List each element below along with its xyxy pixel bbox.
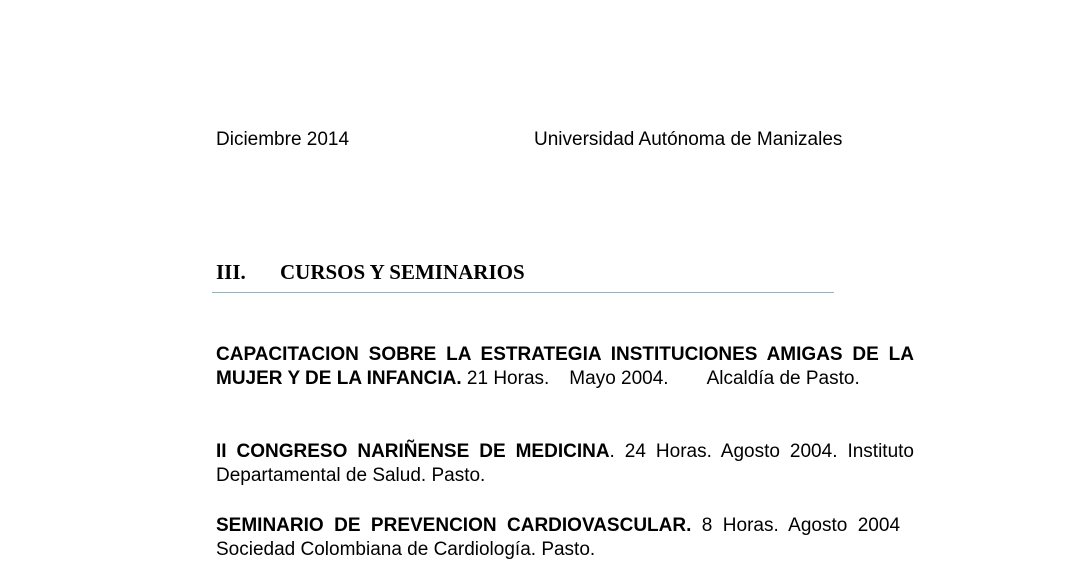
header-date: Diciembre 2014 bbox=[216, 129, 350, 150]
course-title: II CONGRESO NARIÑENSE DE MEDICINA bbox=[216, 441, 610, 462]
section-heading bbox=[216, 259, 525, 285]
section-number: III. bbox=[216, 260, 246, 284]
course-title: CAPACITACION SOBRE LA ESTRATEGIA INSTITUCIONES AMIGAS DE LA MUJER Y DE LA INFANCIA. bbox=[216, 344, 914, 389]
course-place: Alcaldía de Pasto. bbox=[706, 368, 860, 389]
course-entry bbox=[216, 440, 914, 488]
header-institution: Universidad Autónoma de Manizales bbox=[534, 129, 843, 150]
course-date: Mayo 2004. bbox=[569, 368, 669, 389]
course-place: Sociedad Colombiana de Cardiología. Pasto. bbox=[216, 539, 596, 560]
section-title: CURSOS Y SEMINARIOS bbox=[280, 260, 525, 284]
course-entry bbox=[216, 514, 914, 562]
course-details: . 24 Horas. Agosto 2004. Instituto Departamental de Salud. Pasto. bbox=[216, 441, 914, 486]
course-details: 8 Horas. Agosto 2004 bbox=[691, 515, 901, 536]
course-hours: 21 Horas. bbox=[466, 368, 550, 389]
course-entry bbox=[216, 343, 914, 391]
section-divider bbox=[212, 292, 834, 293]
course-title: SEMINARIO DE PREVENCION CARDIOVASCULAR. bbox=[216, 515, 692, 536]
